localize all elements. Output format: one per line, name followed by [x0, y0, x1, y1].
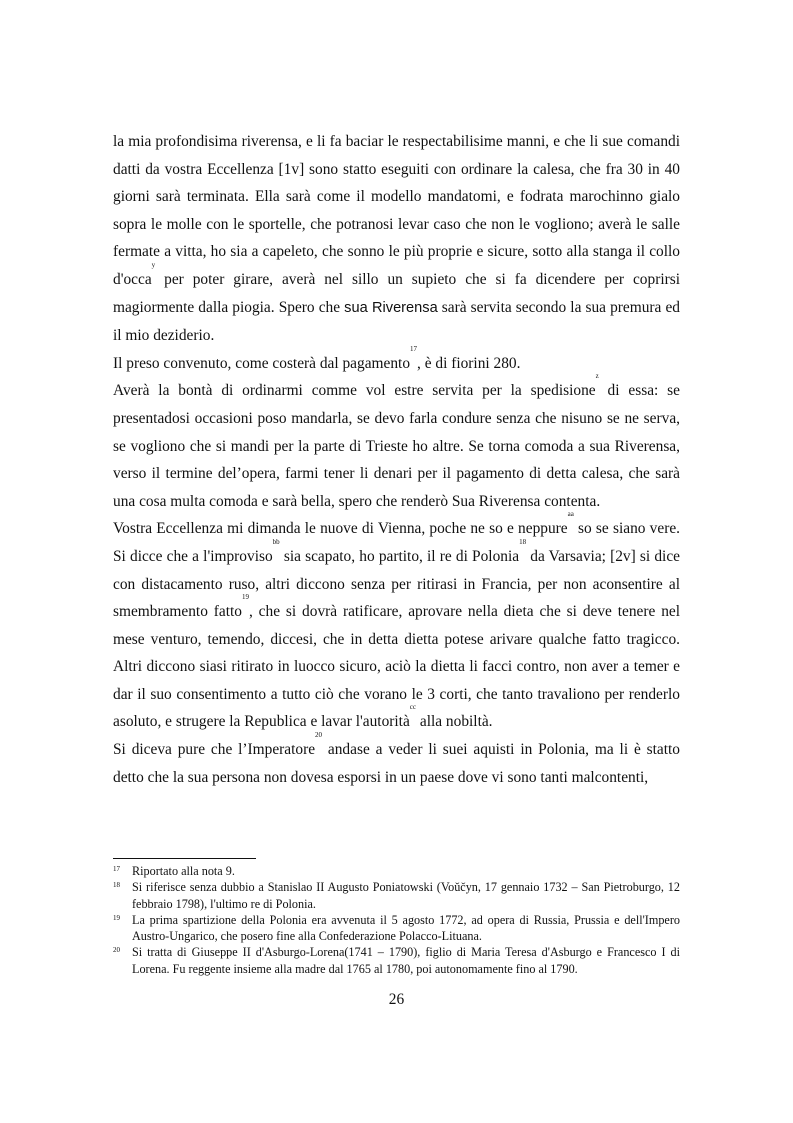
text-run: per poter girare, averà nel sillo un supieto che si fa dicendere per coprirsi magiormente dalla piogia. Spero che	[113, 270, 680, 316]
body-text	[113, 128, 680, 791]
text-run: sia scapato, ho partito, il re di Polonia	[279, 547, 520, 565]
footnote-text: La prima spartizione della Polonia era avvenuta il 5 agosto 1772, ad opera di Russia, Prussia e dell'Impero Austro-Ungarico, che posero fine alla Confederazione Polacco-Lituana.	[132, 912, 680, 944]
text-run: Si diceva pure che l’Imperatore	[113, 741, 316, 759]
text-run: , che si dovrà ratificare, aprovare nella dieta che si deve tenere nel mese venturo, temendo, diccesi, che in detta dietta potese arivare qualche fatto tragicco. Altri diccono siasi ritirato in luocco sicuro, aciò la dietta li facci contro, non aver a temer e dar il suo consentimento a tutto ciò che vorano le 3 corti, che tanto travaliono per renderlo asoluto, e strugere la Republica e lavar l'autorità	[113, 603, 681, 731]
footnote-reference: z	[595, 372, 599, 381]
footnote-reference: 17	[410, 344, 418, 353]
footnote-separator	[113, 858, 256, 859]
footnote-reference: y	[151, 260, 156, 269]
text-run: sua Riverensa	[344, 299, 438, 316]
footnote-text: Si tratta di Giuseppe II d'Asburgo-Lorena(1741 – 1790), figlio di Maria Teresa d'Asburgo e Francesco I di Lorena. Fu reggente insieme alla madre dal 1765 al 1780, poi autonomamente fino al 1790.	[132, 945, 680, 976]
footnote-reference: 20	[315, 731, 323, 740]
text-run: Il preso convenuto, come costerà dal pagamento	[113, 354, 411, 372]
paragraph	[113, 731, 680, 791]
footnotes	[113, 863, 680, 977]
text-run: la mia profondisima riverensa, e li fa baciar le respectabilisime manni, e che li sue comandi datti da vostra Eccellenza [1v] sono statto eseguiti con ordinare la calesa, che fra 30 in 40 giorni sarà terminata. Ella sarà come il modello mandatomi, e fodrata marochinno gialo sopra le molle con le sportelle, che potranosi levar caso che non le vogliono; averà le salle fermate a vitta, ho sia a capeleto, che sonno le più proprie e sicure, sotto alla stanga il collo d'occa	[113, 133, 680, 288]
footnote-reference: 19	[241, 593, 249, 602]
footnote-text: Si riferisce senza dubbio a Stanislao II Augusto Poniatowski (Voǔčyn, 17 gennaio 1732 – San Pietroburgo, 12 febbraio 1798), l'ultimo re di Polonia.	[132, 880, 680, 911]
text-run: di essa: se presentadosi occasioni poso mandarla, se devo farla condure senza che nisuno se ne serva, se vogliono che si mandi per la parte di Trieste ho altre. Se torna comoda a sua Riverensa, verso il termine del’opera, farmi tener li denari per il pagamento di detta calesa, che sarà una cosa multa comoda e sarà bella, spero che renderò Sua Riverensa contenta.	[113, 382, 680, 510]
footnote-number: 17	[113, 865, 120, 873]
text-run: Vostra Eccellenza mi dimanda le nuove di Vienna, poche ne so e neppure	[113, 520, 568, 538]
page-number: 26	[388, 991, 405, 1008]
footnote-reference: bb	[272, 537, 280, 546]
text-run: da Varsavia; [2v] si dice con distacamento ruso, altri diccono senza per ritirasi in Francia, per non aconsentire al smembramento fatto	[113, 547, 680, 621]
paragraph	[113, 372, 680, 515]
footnote-reference: cc	[409, 703, 417, 712]
footnote-reference: 18	[519, 537, 527, 546]
paragraph	[113, 344, 680, 381]
footnote	[113, 863, 680, 879]
footnote	[113, 879, 680, 912]
text-run: andase a veder li suei aquisti in Polonia, ma li è statto detto che la sua persona non dovesa esporsi in un paese dove vi sono tanti malcontenti,	[113, 741, 680, 786]
paragraph	[113, 128, 680, 350]
text-run: sarà servita secondo la sua premura ed il mio deziderio.	[113, 298, 680, 345]
text-run: Averà la bontà di ordinarmi comme vol estre servita per la spedisione	[113, 382, 596, 400]
footnote	[113, 912, 680, 945]
text-run: so se siano vere. Si dicce che a l'improviso	[113, 520, 680, 565]
footnote-number: 20	[113, 946, 120, 955]
paragraph	[113, 510, 681, 736]
text-run: , è di fiorini 280.	[417, 354, 521, 372]
text-run: alla nobiltà.	[416, 713, 493, 731]
footnote-number: 18	[113, 881, 120, 890]
footnote-number: 19	[113, 913, 120, 922]
footnote	[113, 944, 680, 977]
footnote-text: Riportato alla nota 9.	[132, 864, 235, 878]
footnote-reference: aa	[567, 510, 574, 519]
